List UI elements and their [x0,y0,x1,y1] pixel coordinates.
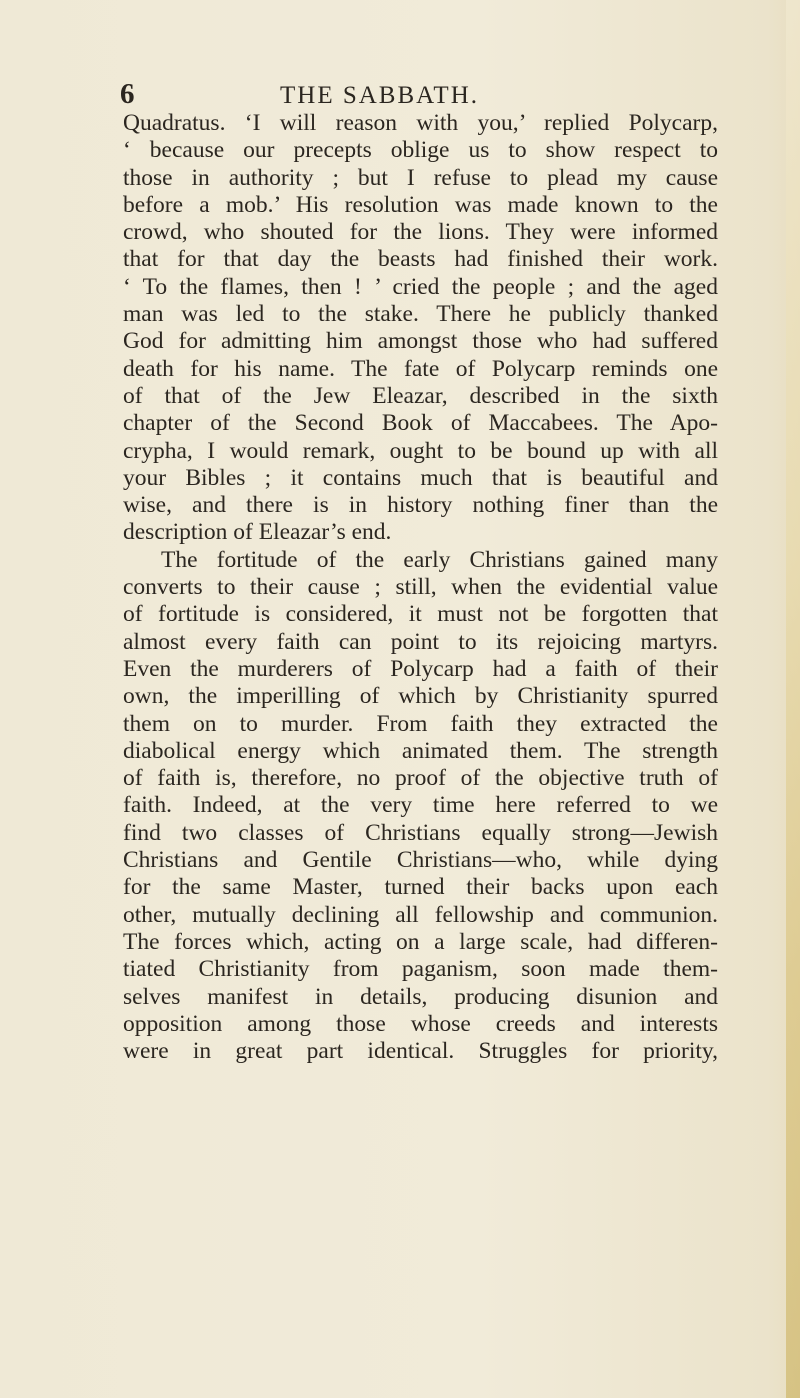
text-line: Quadratus. ‘I will reason with you,’ replied Polycarp, [123,110,718,136]
text-line: before a mob.’ His resolution was made known to the [123,191,718,218]
text-line: them on to murder. From faith they extracted the [123,710,718,737]
paragraph-end-line: description of Eleazar’s end. [123,519,392,546]
running-head: THE SABBATH. [280,82,480,109]
text-line: crypha, I would remark, ought to be bound up with all [123,437,718,464]
text-line: death for his name. The fate of Polycarp reminds one [123,355,718,382]
text-line: faith. Indeed, at the very time here referred to we [123,792,718,819]
text-line: for the same Master, turned their backs upon each [123,874,718,901]
page-number: 6 [120,78,135,110]
text-line: diabolical energy which animated them. The strength [123,737,718,764]
text-line: tiated Christianity from paganism, soon made them- [123,956,718,983]
text-line: converts to their cause ; still, when the evidential value [123,574,718,601]
text-line: almost every faith can point to its rejoicing martyrs. [123,628,718,655]
text-line: chapter of the Second Book of Maccabees. The Apo- [123,410,718,437]
text-line: that for that day the beasts had finished their work. [123,246,718,273]
text-line: ‘ To the flames, then ! ’ cried the people ; and the aged [123,273,718,300]
text-line: God for admitting him amongst those who had suffered [123,328,718,355]
paragraph-start-line: The fortitude of the early Christians gained many [161,546,718,573]
text-line: your Bibles ; it contains much that is beautiful and [123,464,718,491]
text-line: of faith is, therefore, no proof of the objective truth of [123,765,718,792]
text-line: crowd, who shouted for the lions. They were informed [123,219,718,246]
text-line: were in great part identical. Struggles for priority, [123,1038,718,1065]
text-line: Christians and Gentile Christians—who, while dying [123,847,718,874]
text-line: opposition among those whose creeds and interests [123,1010,718,1037]
page-header [120,78,680,114]
text-line: find two classes of Christians equally strong—Jewish [123,819,718,846]
text-line: those in authority ; but I refuse to plead my cause [123,164,718,191]
text-line: own, the imperilling of which by Christianity spurred [123,683,718,710]
text-line: other, mutually declining all fellowship and communion. [123,901,718,928]
page-edge-shading [786,0,800,1398]
text-line: man was led to the stake. There he publicly thanked [123,301,718,328]
text-line: selves manifest in details, producing disunion and [123,983,718,1010]
text-line: Even the murderers of Polycarp had a faith of their [123,655,718,682]
text-line: of fortitude is considered, it must not be forgotten that [123,601,718,628]
text-line: ‘ because our precepts oblige us to show respect to [123,137,718,164]
text-line: of that of the Jew Eleazar, described in the sixth [123,382,718,409]
text-line: The forces which, acting on a large scale, had differen- [123,928,718,955]
body-text [123,110,718,1065]
text-line: wise, and there is in history nothing finer than the [123,492,718,519]
